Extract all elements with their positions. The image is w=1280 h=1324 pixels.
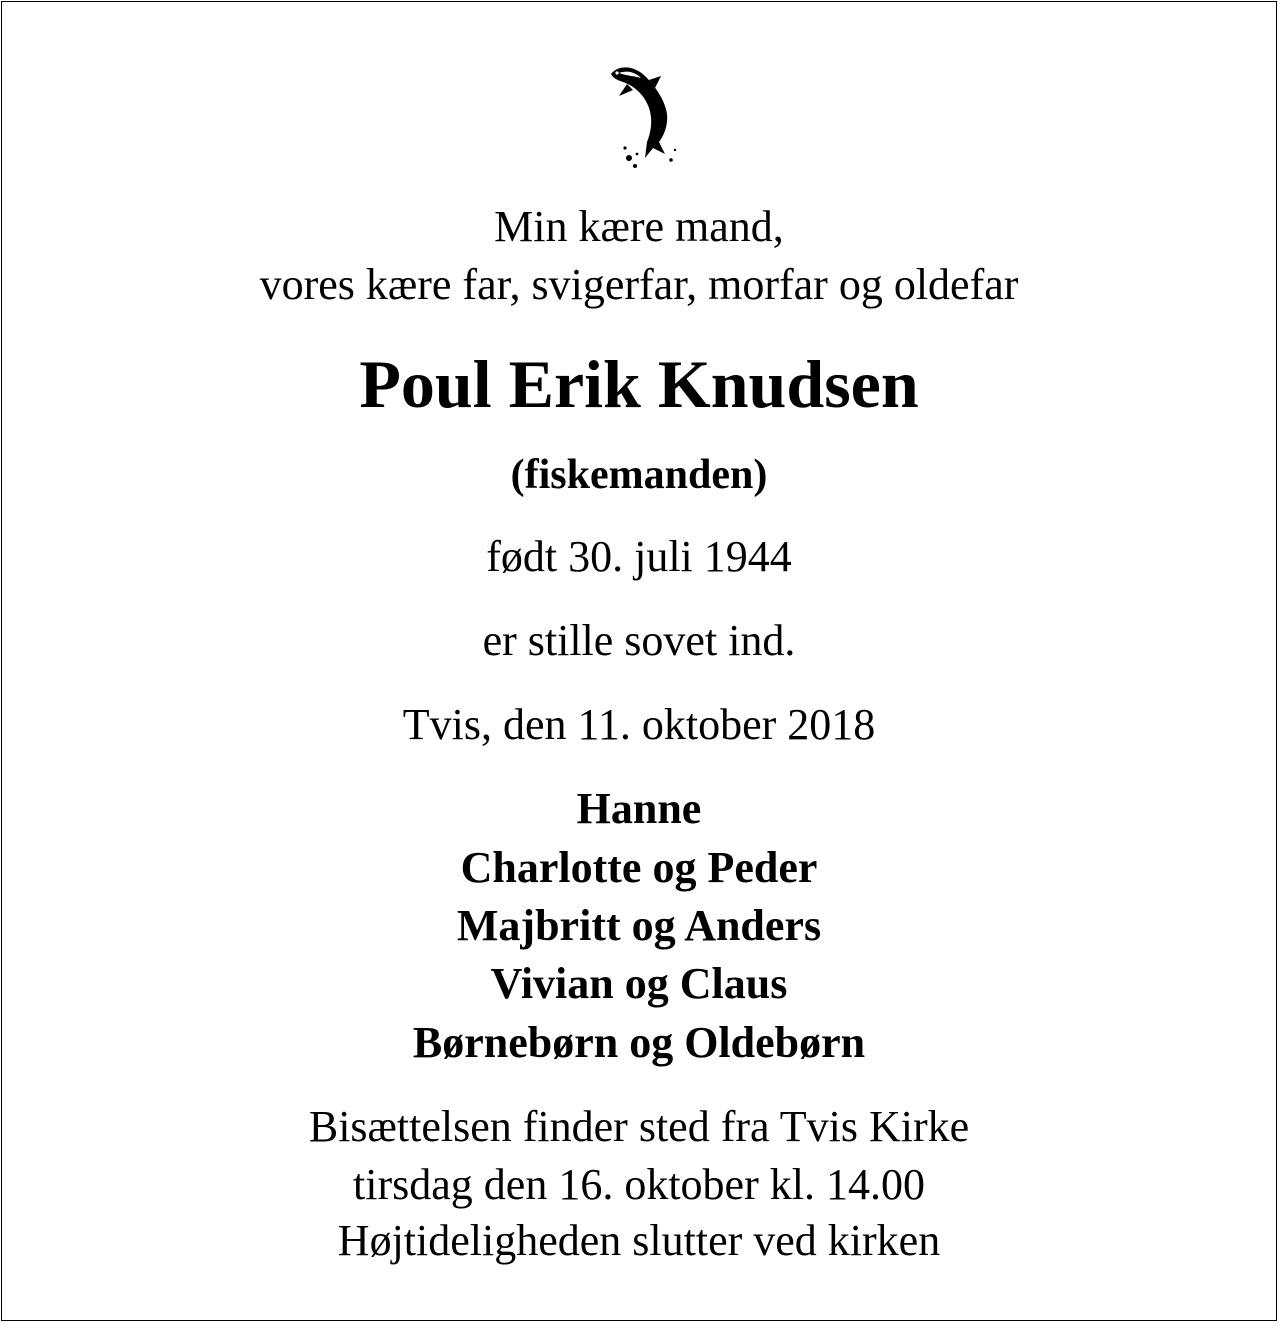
family-member: Vivian og Claus xyxy=(490,959,788,1008)
funeral-line-1: Bisættelsen finder sted fra Tvis Kirke xyxy=(308,1102,970,1151)
funeral-line-2: tirsdag den 16. oktober kl. 14.00 xyxy=(353,1160,925,1209)
intro-line-2: vores kære far, svigerfar, morfar og oldefar xyxy=(259,260,1019,309)
birth-date: født 30. juli 1944 xyxy=(486,532,792,581)
family-member: Majbritt og Anders xyxy=(456,901,822,950)
family-member: Charlotte og Peder xyxy=(460,843,818,892)
family-member: Hanne xyxy=(576,784,702,833)
deceased-name: Poul Erik Knudsen xyxy=(359,346,919,422)
place-and-date: Tvis, den 11. oktober 2018 xyxy=(402,700,876,749)
deceased-nickname: (fiskemanden) xyxy=(510,452,768,498)
passed-text: er stille sovet ind. xyxy=(482,616,796,665)
family-member: Børnebørn og Oldebørn xyxy=(412,1018,866,1067)
obituary-notice xyxy=(1,1,1277,1321)
funeral-line-3: Højtideligheden slutter ved kirken xyxy=(337,1216,941,1265)
fish-icon xyxy=(605,62,685,170)
intro-line-1: Min kære mand, xyxy=(494,202,784,251)
